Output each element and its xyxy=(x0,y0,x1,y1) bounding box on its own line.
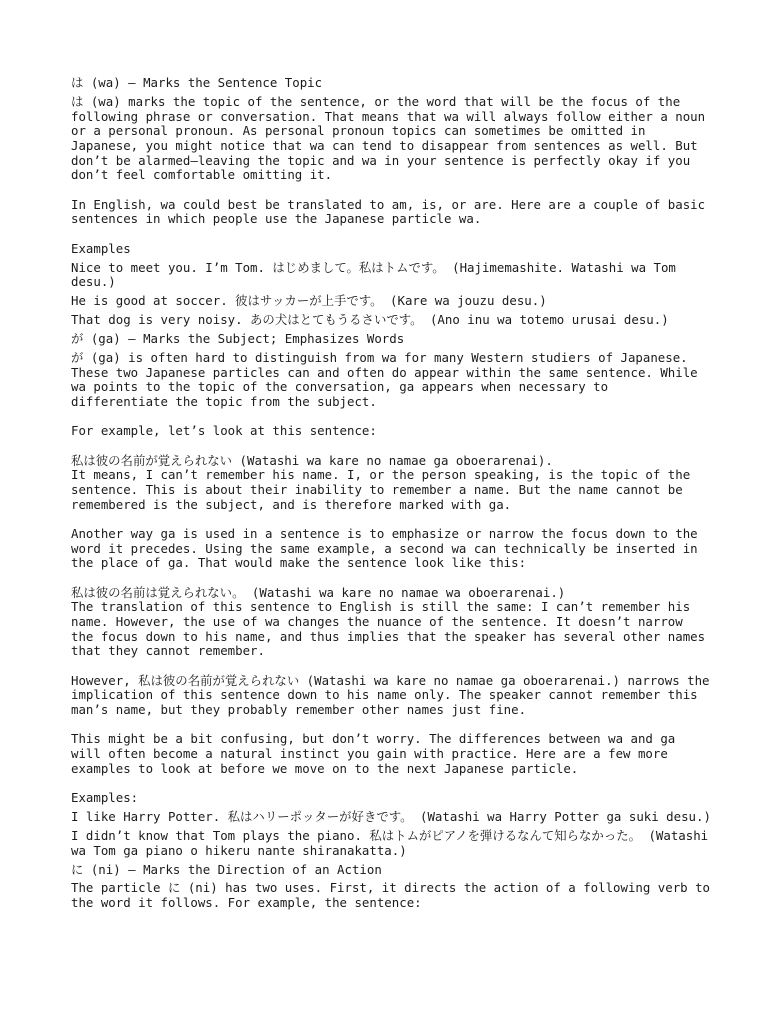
paragraph: However, 私は彼の名前が覚えられない (Watashi wa kare no namae ga oboerarenai.) narrows the implication of this sentence down to his name only. The speaker cannot remember this man’s name, but they probably remember other names just fine. xyxy=(71,672,710,718)
paragraph: Examples xyxy=(71,240,131,256)
paragraph: は (wa) – Marks the Sentence Topic xyxy=(71,75,323,90)
paragraph: 私は彼の名前は覚えられない。 (Watashi wa kare no namae wa oboerarenai.) xyxy=(71,584,566,600)
spacer xyxy=(71,718,711,733)
paragraph: Nice to meet you. I’m Tom. はじめまして。私はトムです。 (Hajimemashite. Watashi wa Tom desu.) xyxy=(71,259,676,290)
document-body xyxy=(71,76,711,911)
paragraph: The particle に (ni) has two uses. First, it directs the action of a following verb to the word it follows. For example, the sentence: xyxy=(71,880,711,911)
paragraph: I like Harry Potter. 私はハリーポッターが好きです。 (Watashi wa Harry Potter ga suki desu.) xyxy=(71,809,711,825)
paragraph: For example, let’s look at this sentence: xyxy=(71,423,377,439)
paragraph: が (ga) – Marks the Subject; Emphasizes Words xyxy=(71,330,405,346)
paragraph: は (wa) marks the topic of the sentence, or the word that will be the focus of the following phrase or conversation. That means that wa will always follow either a noun or a personal pronoun. As personal pronoun topics can sometimes be omitted in Japanese, you might notice that wa can tend to disappear from sentences as well. But don’t be alarmed—leaving the topic and wa in your sentence is perfectly okay if you don’t feel comfortable omitting it. xyxy=(71,93,706,183)
paragraph: 私は彼の名前が覚えられない (Watashi wa kare no namae ga oboerarenai). xyxy=(71,452,553,468)
spacer xyxy=(71,777,711,792)
paragraph: That dog is very noisy. あの犬はとてもうるさいです。 (Ano inu wa totemo urusai desu.) xyxy=(71,312,669,328)
paragraph: に (ni) – Marks the Direction of an Action xyxy=(71,861,382,877)
spacer xyxy=(71,227,711,242)
paragraph: He is good at soccer. 彼はサッカーが上手です。 (Kare wa jouzu desu.) xyxy=(71,293,547,309)
spacer xyxy=(71,183,711,198)
paragraph: This might be a bit confusing, but don’t worry. The differences between wa and ga will often become a natural instinct you gain with practice. Here are a few more examples to look at before we move on to the next Japanese particle. xyxy=(71,731,676,776)
paragraph: Another way ga is used in a sentence is to emphasize or narrow the focus down to the word it precedes. Using the same example, a second wa can technically be inserted in the place of ga. That would make the sentence look like this: xyxy=(71,525,698,571)
paragraph: Examples: xyxy=(71,790,139,806)
paragraph: が (ga) is often hard to distinguish from wa for many Western studiers of Japanese. These two Japanese particles can and often do appear within the same sentence. While wa points to the topic of the conversation, ga appears when necessary to differentiate the topic from the subject. xyxy=(71,349,698,409)
paragraph: The translation of this sentence to English is still the same: I can’t remember his name. However, the use of wa changes the nuance of the sentence. It doesn’t narrow the focus down to his name, and thus implies that the speaker has several other names that they cannot remember. xyxy=(71,599,706,659)
spacer xyxy=(71,571,711,586)
spacer xyxy=(71,439,711,454)
paragraph: It means, I can’t remember his name. I, or the person speaking, is the topic of the sentence. This is about their inability to remember a name. But the name cannot be remembered is the subject, and is therefore marked with ga. xyxy=(71,467,691,512)
spacer xyxy=(71,512,711,527)
spacer xyxy=(71,659,711,674)
spacer xyxy=(71,410,711,425)
paragraph: I didn’t know that Tom plays the piano. 私はトムがピアノを弾けるなんて知らなかった。 (Watashi wa Tom ga piano o hikeru nante shiranakatta.) xyxy=(71,827,709,858)
paragraph: In English, wa could best be translated to am, is, or are. Here are a couple of basic sentences in which people use the Japanese particle wa. xyxy=(71,196,706,227)
